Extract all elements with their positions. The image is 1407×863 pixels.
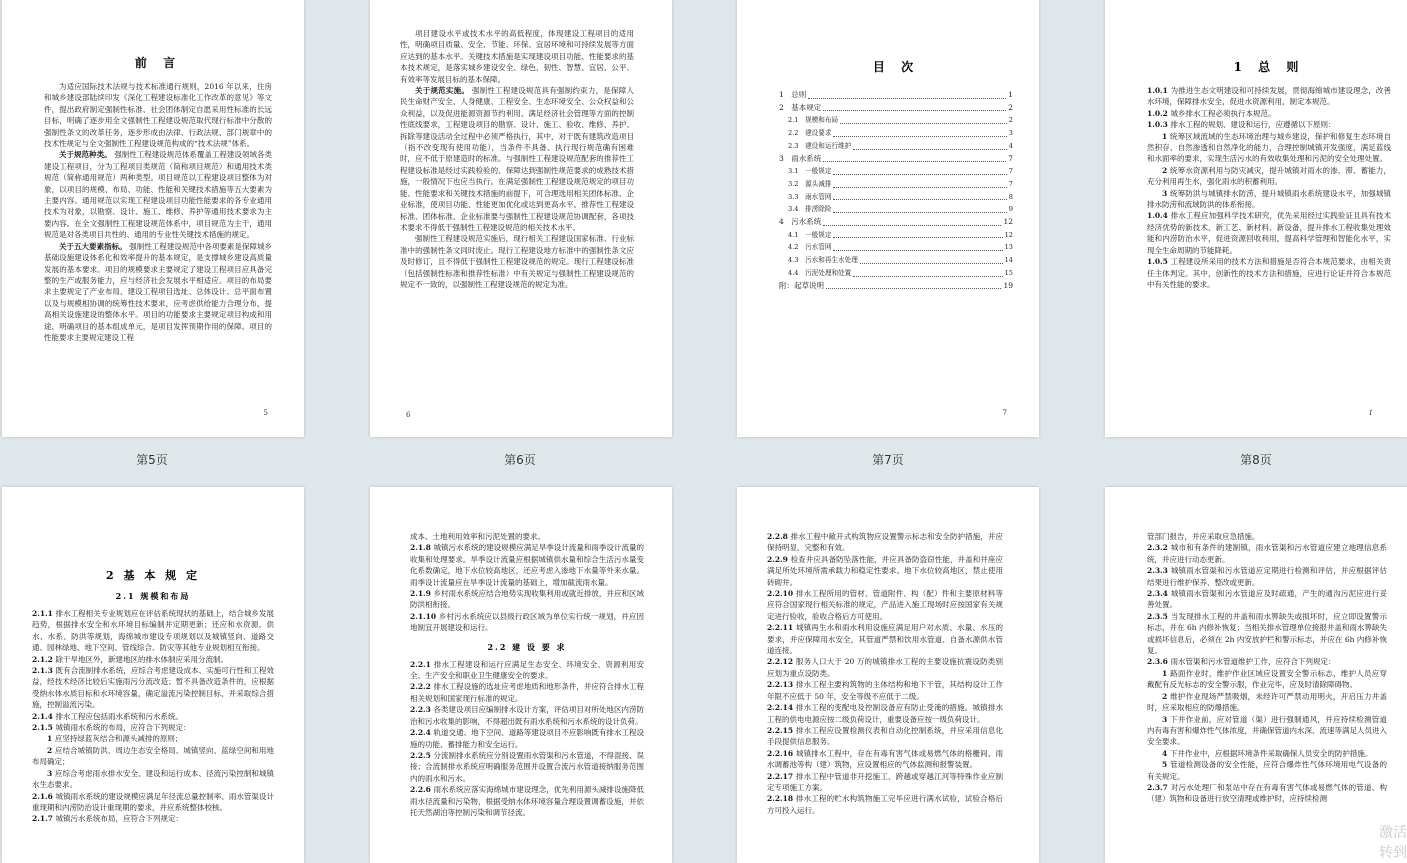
clause-number: 2.3.5 bbox=[1147, 611, 1171, 621]
paragraph bbox=[767, 748, 1003, 771]
paragraph-text: 管道检测设备的安全性能，应符合爆炸性气体环境用电气设备的有关规定。 bbox=[1147, 760, 1387, 781]
paragraph bbox=[32, 813, 274, 824]
clause-number: 2.1.5 bbox=[32, 723, 56, 733]
page-number: 7 bbox=[1002, 409, 1007, 417]
page-9[interactable] bbox=[2, 487, 304, 863]
clause-number: 2 bbox=[47, 745, 55, 755]
paragraph bbox=[767, 702, 1003, 725]
paragraph-text: 成本、土地利用效率和污泥处置的要求。 bbox=[410, 532, 545, 541]
toc-leader bbox=[833, 237, 1002, 238]
clause-number: 2.2.4 bbox=[410, 728, 434, 738]
clause-number: 2.1.2 bbox=[32, 654, 56, 664]
paragraph-text: 排水工程的贮水构筑物施工完毕应进行满水试验，试验合格后方可投入运行。 bbox=[767, 794, 1003, 815]
paragraph bbox=[32, 665, 274, 711]
clause-number: 2.1.1 bbox=[32, 609, 56, 618]
paragraph bbox=[1147, 759, 1387, 782]
clause-number: 2.3.4 bbox=[1147, 589, 1171, 599]
paragraph bbox=[410, 588, 644, 611]
page-title: 1 总 则 bbox=[1233, 60, 1305, 74]
paragraph bbox=[410, 727, 644, 750]
toc-entry[interactable] bbox=[779, 102, 1013, 115]
paragraph bbox=[1147, 691, 1387, 714]
clause-number: 2.2.3 bbox=[410, 705, 434, 715]
page-8[interactable] bbox=[1105, 0, 1407, 437]
paragraph bbox=[1147, 108, 1391, 119]
paragraph bbox=[1147, 256, 1391, 290]
clause-number: 1 bbox=[47, 734, 55, 744]
page-caption: 第6页 bbox=[504, 453, 536, 467]
paragraph bbox=[32, 791, 274, 814]
toc-leader bbox=[823, 110, 1006, 111]
paragraph bbox=[1147, 782, 1387, 805]
paragraph bbox=[1147, 611, 1387, 657]
toc-label: 2.1 规模和布局 bbox=[788, 116, 839, 125]
toc-page-number: 1 bbox=[1008, 90, 1013, 99]
toc-leader bbox=[840, 123, 1007, 124]
paragraph bbox=[32, 733, 274, 744]
toc-list bbox=[779, 89, 1013, 292]
paragraph-text: 统筹防洪与城镇排水防涝，提升城镇雨水系统建设水平，加强城镇排水防涝和流域防洪的体系衔接。 bbox=[1147, 188, 1391, 210]
paragraph-text: 雨水管渠和污水管道维护工作，应符合下列规定： bbox=[1170, 657, 1336, 667]
paragraph-text: 雨水系统应落实海绵城市建设理念，优先利用源头减排设施降低雨水径流量和污染物，根据受纳水体环境容量合理设置调蓄设施，并依托天然湖泊等控制污染和调节径流。 bbox=[410, 785, 644, 817]
paragraph bbox=[767, 725, 1003, 748]
paragraph-text: 服务人口大于 20 万的城镇排水工程的主要设施抗震设防类别应划为重点设防类。 bbox=[767, 657, 1003, 678]
toc-entry[interactable] bbox=[779, 280, 1013, 293]
paragraph bbox=[767, 656, 1003, 679]
paragraph-text: 乡村雨水系统应结合地势实现收集利用或就近排放，并应和区域防洪相衔接。 bbox=[410, 589, 644, 610]
clause-number: 2.1.3 bbox=[32, 666, 56, 676]
clause-number: 3 bbox=[47, 768, 55, 778]
clause-number: 1.0.5 bbox=[1147, 257, 1171, 267]
toc-label: 3 雨水系统 bbox=[779, 153, 822, 163]
clause-number: 2.2.8 bbox=[767, 532, 791, 541]
paragraph bbox=[1147, 714, 1387, 748]
clause-number: 2.1.4 bbox=[32, 711, 56, 721]
paragraph bbox=[32, 608, 274, 654]
toc-label: 2.2 建设要求 bbox=[788, 129, 832, 138]
paragraph bbox=[32, 711, 274, 722]
paragraph bbox=[400, 28, 634, 85]
clause-number: 1.0.1 bbox=[1147, 86, 1171, 95]
toc-leader bbox=[833, 187, 1006, 188]
paragraph-text: 城镇污水系统的建设规模应满足旱季设计流量和雨季设计流量的收集和处理要求。旱季设计流量应根据城镇供水量和综合生活污水量变化系数确定，地下水位较高地区，还应考虑入渗地下水量等外来水量。雨季设计流量应在旱季设计流量的基础上，增加截流雨水量。 bbox=[410, 543, 644, 587]
clause-number: 2.2.17 bbox=[767, 771, 796, 781]
clause-number: 2.2.9 bbox=[767, 554, 791, 564]
paragraph bbox=[1147, 748, 1387, 759]
clause-number: 2.1.10 bbox=[410, 611, 439, 621]
paragraph-text: 排水工程相关专业规划应在评估系统现状的基础上，结合城乡发展趋势，根据排水安全和水环境目标编制并定期更新；还应和水资源、供水、水系、防洪等规划，海绵城市建设专项规划以及城镇竖向、道路交通、园林绿地、地下空间、管线综合、防灾等其他专业规划相互衔接。 bbox=[32, 609, 274, 653]
paragraph-text: 排水工程的变配电及控制设备应有防止受淹的措施。城镇排水工程的供电电源应按二级负荷设计，重要设备应按一级负荷设计。 bbox=[767, 703, 1003, 724]
clause-number: 1.0.2 bbox=[1147, 108, 1171, 118]
paragraph-text: 分流制排水系统应分别设置雨水管渠和污水管道，不得混接、误接；合流制排水系统应明确服务范围并设置合流污水管道接纳服务范围内的雨水和污水。 bbox=[410, 750, 644, 783]
paragraph-text: 下井作业前，应对管道（渠）进行强制通风，并应持续检测管道内有毒有害和爆炸性气体浓度，并确保管道内水深、流速等满足人员进入安全要求。 bbox=[1147, 714, 1387, 747]
paragraph bbox=[1147, 210, 1391, 256]
clause-number: 2.3.6 bbox=[1147, 657, 1171, 667]
clause-number: 关于规范种类。 bbox=[59, 150, 115, 160]
page-12[interactable] bbox=[1105, 487, 1407, 863]
paragraph-text: 排水工程主要构筑物的主体结构和地下干管，其结构设计工作年限不应低于 50 年，安全等级不应低于二级。 bbox=[767, 680, 1003, 701]
paragraph bbox=[767, 771, 1003, 794]
page-7[interactable] bbox=[737, 0, 1039, 437]
paragraph-text: 城乡排水工程必须执行本规范。 bbox=[1170, 108, 1276, 118]
toc-page-number: 7 bbox=[1008, 179, 1013, 188]
toc-page-number: 14 bbox=[1004, 256, 1013, 265]
paragraph-text: 项目建设水平或技术水平的高低程度，体现建设工程项目的适用性，明确项目质量、安全、节能、环保、宜居环境和可持续发展等方面应达到的基本水平。关键技术措施是实现建设项目功能、性能要求的基本技术规定，是落实城乡建设安全、绿色、韧性、智慧、宜居、公平、有效率等发展目标的基本保障。 bbox=[400, 29, 634, 84]
paragraph-text: 城市和有条件的建制镇，雨水管渠和污水管道应建立地理信息系统，并应进行动态更新。 bbox=[1147, 543, 1388, 564]
paragraph-text: 应综合考虑雨水排水安全、建设和运行成本、径流污染控制和城镇水生态要求。 bbox=[32, 768, 274, 790]
clause-number: 2.3.2 bbox=[1147, 543, 1171, 553]
toc-label: 4.3 污水和再生水处理 bbox=[788, 256, 858, 265]
page-body bbox=[1147, 85, 1391, 290]
toc-leader bbox=[833, 250, 1002, 251]
paragraph-text: 路面作业时，维护作业区域应设置安全警示标志，维护人员应穿戴配有反光标志的安全警示服，作业完毕，应及时清除障碍物。 bbox=[1147, 668, 1387, 690]
clause-number: 3 bbox=[1162, 714, 1171, 724]
toc-leader bbox=[860, 263, 1003, 264]
paragraph bbox=[410, 681, 644, 704]
page-body bbox=[767, 531, 1003, 816]
toc-page-number: 15 bbox=[1004, 268, 1013, 277]
toc-page-number: 7 bbox=[1008, 167, 1013, 176]
paragraph bbox=[410, 704, 644, 727]
paragraph-text: 工程建设所采用的技术方法和措施是否符合本规范要求，由相关责任主体判定。其中，创新性的技术方法和措施，应进行论证并符合本规范中有关性能的要求。 bbox=[1147, 257, 1391, 289]
paragraph bbox=[1147, 165, 1391, 188]
paragraph bbox=[767, 588, 1003, 622]
clause-number: 4 bbox=[1162, 748, 1170, 758]
clause-number: 2.2.2 bbox=[410, 682, 434, 692]
toc-page-number: 19 bbox=[1003, 280, 1013, 290]
clause-number: 2.2.14 bbox=[767, 703, 796, 713]
page-caption: 第8页 bbox=[1240, 453, 1272, 467]
toc-label: 2 基本规定 bbox=[779, 102, 822, 112]
page-number: 5 bbox=[263, 409, 268, 417]
paragraph-text: 统筹水资源利用与防灾减灾，提升城镇对雨水的渗、滞、蓄能力，充分利用再生水，强化雨水的积蓄利用。 bbox=[1147, 165, 1391, 187]
clause-number: 2.1.9 bbox=[410, 589, 434, 599]
paragraph bbox=[1147, 85, 1391, 108]
page-5[interactable] bbox=[2, 0, 304, 437]
toc-entry[interactable] bbox=[779, 267, 1013, 280]
clause-number: 2.2.16 bbox=[767, 748, 796, 758]
paragraph bbox=[44, 241, 272, 344]
page-number: 6 bbox=[406, 411, 411, 419]
paragraph-text: 强制性工程建设规范体系覆盖工程建设领域各类建设工程项目，分为工程项目类规范（简称项目规范）和通用技术类规范（简称通用规范）两种类型。项目规范以工程建设项目整体为对象，以项目的规模、布局、功能、性能和关键技术措施等五大要素为主要内容。通用规范以实现工程建设项目功能性能要求的各专业通用技术为对象，以勘察、设计、施工、维修、养护等通用技术要求为主要内容。在全文强制性工程建设规范体系中，项目规范为主干，通用规范是对各类项目共性的、通用的专业性关键技术措施的规定。 bbox=[44, 150, 272, 240]
toc-label: 4.2 污水管网 bbox=[788, 243, 832, 252]
toc-page-number: 2 bbox=[1008, 116, 1013, 125]
paragraph-text: 应坚持绿蓝灰结合和源头减排的原则； bbox=[54, 734, 183, 744]
toc-label: 3.3 雨水管网 bbox=[788, 192, 832, 201]
clause-number: 2.2.10 bbox=[767, 589, 796, 599]
toc-leader bbox=[826, 288, 1001, 289]
toc-page-number: 9 bbox=[1008, 205, 1013, 214]
paragraph-text: 排水工程设施的选址应考虑地质和地形条件，并应符合排水工程相关规划和国家现行标准的规定。 bbox=[410, 682, 644, 703]
toc-leader bbox=[833, 212, 1006, 213]
paragraph bbox=[1147, 588, 1387, 611]
clause-number: 1.0.3 bbox=[1147, 120, 1171, 130]
paragraph-text: 当发现排水工程的井盖和雨水箅缺失或损坏时，应立即设置警示标志，并在 6h 内修补恢复；当相关排水管理单位接报井盖和雨水箅缺失或损坏信息后，必须在 2h 内安放护栏和警示标志，并应在 6h 内修补恢复。 bbox=[1147, 611, 1388, 656]
paragraph bbox=[410, 531, 644, 542]
toc-leader bbox=[808, 98, 1006, 99]
paragraph-text: 统筹区域流域的生态环境治理与城乡建设，保护和修复生态环境自然积存、自然渗透和自然净化的能力，合理控制城镇开发强度，满足蓝线和水面率的要求，实现生活污水的有效收集处理和污泥的安全处理处置。 bbox=[1147, 131, 1391, 164]
toc-entry[interactable] bbox=[779, 191, 1013, 204]
activation-watermark: 激活 转到 bbox=[1379, 825, 1407, 861]
toc-label: 1 总则 bbox=[779, 90, 807, 99]
page-caption: 第7页 bbox=[872, 453, 904, 467]
section-title: 2 基 本 规 定 bbox=[106, 569, 200, 582]
paragraph-text: 维护作业现场严禁吸烟，未经许可严禁动用明火，开启压力井盖时，应采取相应的防爆措施。 bbox=[1147, 691, 1387, 713]
toc-leader bbox=[833, 199, 1006, 200]
toc-page-number: 12 bbox=[1004, 230, 1013, 239]
page-title: 前 言 bbox=[134, 56, 182, 70]
paragraph bbox=[400, 85, 634, 233]
paragraph bbox=[32, 722, 274, 733]
paragraph bbox=[400, 233, 634, 290]
paragraph bbox=[44, 149, 272, 240]
paragraph-text: 为推进生态文明建设和可持续发展，贯彻海绵城市建设理念，改善水环境，保障排水安全，促进水资源利用，制定本规范。 bbox=[1147, 86, 1391, 107]
paragraph-text: 排水工程应加强科学技术研究，优先采用经过实践验证且具有技术经济优势的新技术、新工艺、新材料、新设备，提升排水工程收集处理效能和内涝防治水平，促进资源回收利用，提高科学管理和智能化水平，实现全生命周期的节能降耗。 bbox=[1147, 211, 1391, 255]
clause-number: 3 bbox=[1162, 188, 1170, 198]
page-body bbox=[410, 659, 644, 819]
paragraph bbox=[767, 622, 1003, 656]
paragraph-text: 应结合城镇防洪、周边生态安全格局、城镇竖向、蓝绿空间和用地布局确定； bbox=[32, 745, 274, 767]
paragraph-text: 管部门报告，并应采取应急措施。 bbox=[1147, 532, 1260, 541]
clause-number: 2 bbox=[1162, 691, 1171, 701]
toc-page-number: 4 bbox=[1008, 141, 1013, 150]
paragraph bbox=[1147, 565, 1387, 588]
clause-number: 2.2.5 bbox=[410, 750, 434, 760]
paragraph-text: 排水工程应设置检测仪表和自动化控制系统，并应采用信息化手段提供信息服务。 bbox=[767, 725, 1003, 747]
page-number: 1 bbox=[1368, 409, 1373, 417]
paragraph bbox=[767, 679, 1003, 702]
paragraph-text: 城镇雨水管渠和污水管道应定期进行检测和评估，并应根据评估结果进行维护保养、整改或更新。 bbox=[1147, 566, 1388, 587]
paragraph-text: 各类建设项目应编制排水设计方案，评估项目对所处地区内涝防治和污水收集的影响，不得超出既有雨水系统和污水系统的设计负荷。 bbox=[410, 705, 644, 726]
section-subtitle: 2.1 规模和布局 bbox=[115, 591, 191, 601]
paragraph bbox=[410, 784, 644, 818]
paragraph-text: 检查井应具备防坠落性能，并应具备防盗窃性能，井盖和井座应满足所处环境所需承载力和稳定性要求。地下水位较高地区，禁止使用砖砌井。 bbox=[767, 554, 1003, 587]
paragraph bbox=[767, 793, 1003, 816]
paragraph bbox=[410, 542, 644, 588]
toc-leader bbox=[853, 276, 1002, 277]
clause-number: 关于规范实施。 bbox=[415, 86, 472, 96]
paragraph bbox=[1147, 656, 1387, 667]
paragraph-text: 城镇雨水管渠和污水管道应及时疏通，产生的通沟污泥应进行妥善处置。 bbox=[1147, 589, 1388, 610]
toc-leader bbox=[823, 225, 1001, 226]
toc-entry[interactable] bbox=[779, 127, 1013, 140]
clause-number: 2.2.13 bbox=[767, 680, 796, 690]
toc-leader bbox=[823, 161, 1006, 162]
toc-entry[interactable] bbox=[779, 216, 1013, 229]
clause-number: 2.1.7 bbox=[32, 814, 56, 824]
paragraph-text: 强制性工程建设规范具有强制约束力，是保障人民生命财产安全、人身健康、工程安全、生态环境安全、公众权益和公众利益，以及促进能源资源节约利用、满足经济社会管理等方面的控制性底线要求，工程建设项目的勘察、设计、施工、验收、维修、养护、拆除等建设活动全过程中必须严格执行，其中，对于既有建筑改造项目（指不改变现有使用功能），当条件不具备、执行现行规范确有困难时，应不低于原建造时的标准。与强制性工程建设规范配套的推荐性工程建设标准是经过实践检验的、保障达到强制性规范要求的成熟技术措施，一般情况下也应当执行。在满足强制性工程建设规范规定的项目功能、性能要求和关键技术措施的前提下，可合理选用相关团体标准、企业标准，使项目功能、性能更加优化或达到更高水平。推荐性工程建设标准、团体标准、企业标准要与强制性工程建设规范协调配套，各项技术要求不得低于强制性工程建设规范的相关技术水平。 bbox=[400, 86, 634, 232]
page-title: 目 次 bbox=[872, 60, 920, 74]
paragraph-text: 强制性工程建设规范实施后，现行相关工程建设国家标准、行业标准中的强制性条文同时废止。现行工程建设地方标准中的强制性条文应及时修订，且不得低于强制性工程建设规范的规定。现行工程建设标准（包括强制性标准和推荐性标准）中有关规定与强制性工程建设规范的规定不一致的，以强制性工程建设规范的规定为准。 bbox=[400, 234, 634, 289]
page-6[interactable] bbox=[370, 0, 672, 437]
paragraph-text: 城镇污水系统布局，应符合下列规定： bbox=[55, 814, 183, 824]
paragraph bbox=[410, 611, 644, 634]
toc-entry[interactable] bbox=[779, 153, 1013, 166]
clause-number: 2.2.15 bbox=[767, 725, 796, 735]
toc-entry[interactable] bbox=[779, 241, 1013, 254]
toc-entry[interactable] bbox=[779, 254, 1013, 267]
clause-number: 2.1.8 bbox=[410, 543, 434, 553]
page-body bbox=[1147, 531, 1387, 805]
paragraph bbox=[32, 768, 274, 791]
toc-label: 4.1 一般规定 bbox=[788, 230, 832, 239]
clause-number: 2.2.12 bbox=[767, 657, 796, 667]
paragraph bbox=[410, 659, 644, 682]
paragraph-text: 既有合流制排水系统，应综合考虑建设成本、实施可行性和工程效益，经技术经济比较后实施雨污分流改造；暂不具备改造条件的，应根据受纳水体水质目标和水环境容量，确定溢流污染控制目标，并采取综合措施，控制溢流污染。 bbox=[32, 666, 274, 710]
paragraph bbox=[1147, 131, 1391, 165]
paragraph-text: 城镇再生水和雨水利用设施应满足用户对水质、水量、水压的要求，并应保障用水安全，其管道严禁和饮用水管道、自备水源供水管道连接。 bbox=[767, 623, 1003, 656]
paragraph bbox=[767, 531, 1003, 554]
paragraph-text: 排水工程中管道非开挖施工、跨越或穿越江河等特殊作业应制定专项施工方案。 bbox=[767, 771, 1003, 792]
toc-page-number: 2 bbox=[1008, 102, 1013, 112]
clause-number: 1.0.4 bbox=[1147, 211, 1171, 221]
paragraph-text: 对污水处理厂和泵站中存在有毒有害气体或易燃气体的管道、构（建）筑物和设备进行放空清理或维护时，应持续检测 bbox=[1147, 782, 1388, 804]
toc-label: 4 污水系统 bbox=[779, 217, 822, 227]
paragraph bbox=[767, 554, 1003, 588]
paragraph bbox=[32, 654, 274, 665]
toc-label: 3.4 排涝除险 bbox=[788, 205, 832, 214]
toc-entry[interactable] bbox=[779, 178, 1013, 191]
toc-label: 3.1 一般规定 bbox=[788, 167, 832, 176]
page-body bbox=[44, 81, 272, 343]
toc-entry[interactable] bbox=[779, 140, 1013, 153]
paragraph-text: 排水工程所用的管材、管道附件、构（配）件和主要原材料等应符合国家现行相关标准的规定，产品进入施工现场时应按国家有关规定进行验收，验收合格后方可使用。 bbox=[767, 589, 1003, 621]
paragraph bbox=[410, 750, 644, 784]
toc-label: 2.3 建设和运行维护 bbox=[788, 141, 852, 150]
paragraph bbox=[1147, 119, 1391, 130]
clause-number: 关于五大要素指标。 bbox=[59, 241, 130, 251]
toc-entry[interactable] bbox=[779, 203, 1013, 216]
clause-number: 2.2.1 bbox=[410, 659, 434, 669]
page-10[interactable] bbox=[370, 487, 672, 863]
toc-page-number: 7 bbox=[1008, 153, 1013, 163]
paragraph-text: 轨道交通、地下空间、道路等建设项目不应影响既有排水工程设施的功能、蓄排能力和安全运行。 bbox=[410, 728, 644, 749]
paragraph-text: 强制性工程建设规范中各项要素是保障城乡基础设施建设体系化和效率提升的基本规定，是支撑城乡建设高质量发展的基本要求。项目的规模要求主要规定了建设工程项目应具备完整的生产或服务能力，应与经济社会发展水平相适应。项目的布局要求主要规定了产业布局、建设工程项目选址、总体设计、总平面布置以及与规模相协调的统筹性技术要求，应考虑供给能力合理分布，提高相关设施建设的整体水平。项目的功能要求主要规定项目构成和用途，明确项目的基本组成单元，是项目发挥预期作用的保障。项目的性能要求主要规定建设工程 bbox=[44, 241, 272, 342]
clause-number: 1 bbox=[1162, 668, 1171, 678]
clause-number: 2.3.7 bbox=[1147, 782, 1171, 792]
page-11[interactable] bbox=[737, 487, 1039, 863]
paragraph bbox=[1147, 188, 1391, 211]
paragraph-text: 除干旱地区外，新建地区的排水体制应采用分流制。 bbox=[55, 654, 228, 664]
clause-number: 2.3.3 bbox=[1147, 566, 1171, 576]
toc-entry[interactable] bbox=[779, 89, 1013, 102]
paragraph-text: 排水工程中敞开式构筑物应设置警示标志和安全防护措施，并应保持明显、完整和有效。 bbox=[767, 532, 1003, 553]
paragraph bbox=[1147, 542, 1387, 565]
clause-number: 2.2.18 bbox=[767, 794, 796, 804]
paragraph-text: 城镇雨水系统的布局，应符合下列规定： bbox=[55, 723, 191, 733]
clause-number: 2.2.11 bbox=[767, 623, 796, 633]
paragraph-text: 下井作业中，应根据环境条件采取确保人员安全的防护措施。 bbox=[1169, 748, 1373, 758]
toc-leader bbox=[853, 149, 1007, 150]
paragraph-text: 排水工程建设和运行应满足生态安全、环境安全、资源利用安全、生产安全和职业卫生健康安全的要求。 bbox=[410, 659, 644, 681]
paragraph-text: 排水工程的规划、建设和运行，应遵循以下原则： bbox=[1170, 120, 1336, 130]
clause-number: 1 bbox=[1162, 131, 1170, 141]
toc-label: 3.2 源头减排 bbox=[788, 179, 832, 188]
paragraph-text: 为适应国际技术法规与技术标准通行规则，2016 年以来，住房和城乡建设部陆续印发《深化工程建设标准化工作改革的意见》等文件，提出政府制定强制性标准、社会团体制定自愿采用性标准的长远目标，明确了逐步用全文强制性工程建设规范取代现行标准中分散的强制性条文的改革任务，逐步形成由法律、行政法规、部门规章中的技术性规定与全文强制性工程建设规范构成的“技术法规”体系。 bbox=[44, 82, 272, 149]
paragraph bbox=[32, 745, 274, 768]
paragraph bbox=[1147, 668, 1387, 691]
toc-page-number: 3 bbox=[1008, 129, 1013, 138]
page-body bbox=[410, 531, 644, 634]
clause-number: 2.1.6 bbox=[32, 791, 56, 801]
page-body bbox=[32, 608, 274, 825]
toc-page-number: 13 bbox=[1004, 243, 1013, 252]
toc-entry[interactable] bbox=[779, 165, 1013, 178]
toc-leader bbox=[833, 136, 1006, 137]
toc-page-number: 8 bbox=[1008, 192, 1013, 201]
paragraph-text: 城镇雨水系统的建设规模应满足年径流总量控制率、雨水管渠设计重现期和内涝防治设计重现期的要求，并应系统整体校核。 bbox=[32, 791, 274, 812]
toc-label: 附：起草说明 bbox=[779, 280, 824, 290]
clause-number: 5 bbox=[1162, 760, 1171, 770]
toc-entry[interactable] bbox=[779, 114, 1013, 127]
toc-leader bbox=[833, 174, 1006, 175]
clause-number: 2.2.6 bbox=[410, 785, 434, 795]
paragraph-text: 乡村污水系统应以县级行政区域为单位实行统一规划，并应因地制宜开展建设和运行。 bbox=[410, 611, 644, 633]
paragraph bbox=[44, 81, 272, 149]
paragraph bbox=[1147, 531, 1387, 542]
section-subtitle: 2.2 建 设 要 求 bbox=[487, 641, 567, 652]
paragraph-text: 排水工程应包括雨水系统和污水系统。 bbox=[55, 711, 183, 721]
toc-entry[interactable] bbox=[779, 229, 1013, 242]
paragraph-text: 城镇排水工程中，存在有毒有害气体或易燃气体的格栅间、雨水调蓄池等构（建）筑物，应设置相应的气体监测和报警装置。 bbox=[767, 748, 1003, 770]
clause-number: 2 bbox=[1162, 165, 1170, 175]
toc-page-number: 12 bbox=[1003, 217, 1013, 227]
page-caption: 第5页 bbox=[136, 453, 168, 467]
page-body bbox=[400, 28, 634, 290]
toc-label: 4.4 污泥处理和处置 bbox=[788, 268, 852, 277]
